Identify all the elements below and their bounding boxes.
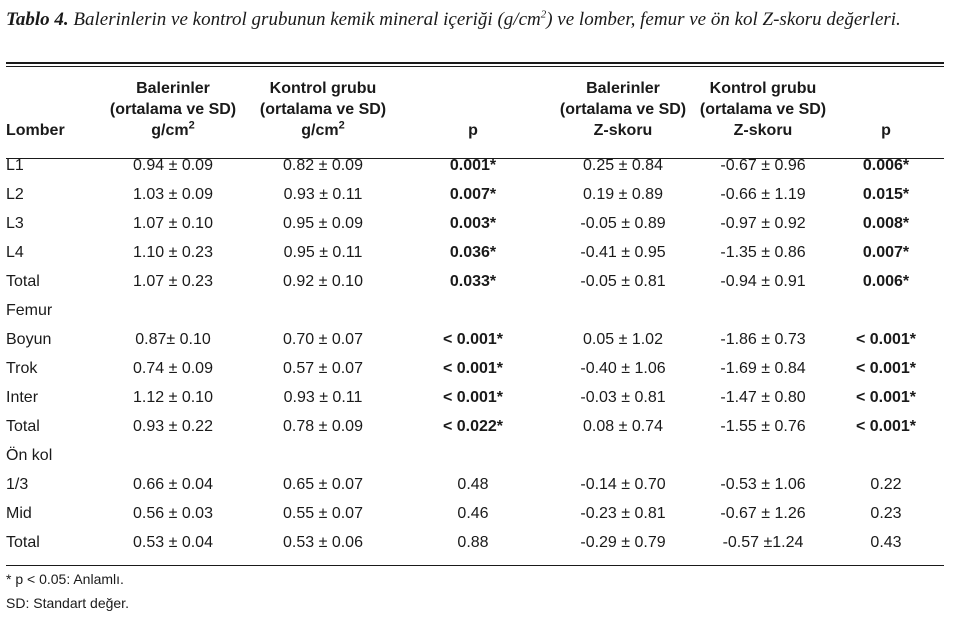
cell-balerinler-z: -0.03 ± 0.81 <box>580 388 666 406</box>
header-p-z: p <box>881 122 891 139</box>
row-label: Total <box>6 272 40 290</box>
table-row <box>6 412 944 441</box>
cell-p-z: < 0.001* <box>855 359 917 377</box>
cell-kontrol-z: -1.55 ± 0.76 <box>720 417 806 435</box>
data-table <box>6 78 944 557</box>
section-label: Femur <box>6 301 53 319</box>
table-row <box>6 180 944 209</box>
row-label: Total <box>6 533 40 551</box>
table-row <box>6 238 944 267</box>
footnote-significance: * p < 0.05: Anlamlı. <box>6 571 124 587</box>
cell-kontrol-bmc: 0.93 ± 0.11 <box>283 185 363 203</box>
table-row <box>6 383 944 412</box>
cell-kontrol-z: -0.67 ± 1.26 <box>720 504 806 522</box>
cell-p-bmc: < 0.001* <box>442 330 504 348</box>
cell-kontrol-bmc: 0.82 ± 0.09 <box>283 156 363 174</box>
cell-balerinler-z: 0.05 ± 1.02 <box>583 330 663 348</box>
table-row <box>6 267 944 296</box>
cell-p-bmc: 0.48 <box>457 475 489 493</box>
table-row <box>6 470 944 499</box>
row-label: L1 <box>6 156 24 174</box>
cell-balerinler-bmc: 0.66 ± 0.04 <box>133 475 213 493</box>
row-label: L2 <box>6 185 24 203</box>
header-line: Kontrol grubu <box>269 80 377 97</box>
cell-p-z: < 0.001* <box>855 330 917 348</box>
header-line: (ortalama ve SD) <box>259 101 387 118</box>
table-row <box>6 209 944 238</box>
cell-kontrol-bmc: 0.93 ± 0.11 <box>283 388 363 406</box>
section-label: Ön kol <box>6 446 53 464</box>
cell-balerinler-z: 0.08 ± 0.74 <box>583 417 663 435</box>
cell-kontrol-bmc: 0.65 ± 0.07 <box>283 475 363 493</box>
header-line: Kontrol grubu <box>709 80 817 97</box>
cell-kontrol-z: -0.97 ± 0.92 <box>720 214 806 232</box>
cell-balerinler-z: -0.14 ± 0.70 <box>580 475 666 493</box>
header-line: Z-skoru <box>733 122 793 139</box>
table-row <box>6 149 944 180</box>
header-line: (ortalama ve SD) <box>559 101 687 118</box>
cell-balerinler-bmc: 0.94 ± 0.09 <box>133 156 213 174</box>
header-p-bmc: p <box>468 122 478 139</box>
cell-balerinler-z: -0.05 ± 0.81 <box>580 272 666 290</box>
header-balerinler-bmc <box>98 78 248 149</box>
section-row <box>6 441 944 470</box>
cell-kontrol-bmc: 0.78 ± 0.09 <box>283 417 363 435</box>
cell-p-bmc: 0.036* <box>449 243 497 261</box>
header-unit-text: g/cm <box>301 122 339 139</box>
cell-kontrol-z: -0.57 ±1.24 <box>722 533 804 551</box>
cell-p-z: < 0.001* <box>855 417 917 435</box>
header-line: Z-skoru <box>593 122 653 139</box>
cell-balerinler-bmc: 1.07 ± 0.10 <box>133 214 213 232</box>
header-unit-sup: 2 <box>338 119 345 132</box>
cell-balerinler-bmc: 1.07 ± 0.23 <box>133 272 213 290</box>
header-kontrol-z <box>698 78 828 149</box>
footnote-sd: SD: Standart değer. <box>6 595 129 611</box>
header-lomber: Lomber <box>6 122 65 139</box>
row-label: Total <box>6 417 40 435</box>
cell-balerinler-bmc: 0.56 ± 0.03 <box>133 504 213 522</box>
cell-balerinler-bmc: 0.74 ± 0.09 <box>133 359 213 377</box>
header-unit <box>98 120 248 141</box>
table-caption <box>6 8 948 32</box>
table-row <box>6 528 944 557</box>
cell-p-z: 0.23 <box>870 504 902 522</box>
row-label: L3 <box>6 214 24 232</box>
cell-p-z: 0.007* <box>862 243 910 261</box>
cell-kontrol-bmc: 0.92 ± 0.10 <box>283 272 363 290</box>
cell-p-bmc: < 0.001* <box>442 388 504 406</box>
caption-superscript: 2 <box>540 8 547 21</box>
cell-p-bmc: < 0.001* <box>442 359 504 377</box>
row-label: Inter <box>6 388 39 406</box>
header-kontrol-bmc <box>248 78 398 149</box>
bottom-rule <box>6 565 944 566</box>
top-rule-secondary <box>6 66 944 67</box>
cell-p-bmc: 0.033* <box>449 272 497 290</box>
table-row <box>6 499 944 528</box>
cell-balerinler-bmc: 0.53 ± 0.04 <box>133 533 213 551</box>
header-unit-sup: 2 <box>188 119 195 132</box>
cell-balerinler-bmc: 0.87± 0.10 <box>135 330 211 348</box>
header-line: (ortalama ve SD) <box>109 101 237 118</box>
header-balerinler-z <box>548 78 698 149</box>
top-rule <box>6 62 944 64</box>
cell-p-bmc: 0.007* <box>449 185 497 203</box>
caption-label: Tablo 4. <box>6 9 69 30</box>
cell-p-bmc: 0.003* <box>449 214 497 232</box>
cell-kontrol-bmc: 0.57 ± 0.07 <box>283 359 363 377</box>
caption-text: Balerinlerin ve kontrol grubunun kemik mineral içeriği (g/cm <box>68 9 541 30</box>
cell-p-bmc: 0.46 <box>457 504 489 522</box>
cell-balerinler-bmc: 1.12 ± 0.10 <box>133 388 213 406</box>
cell-kontrol-z: -1.35 ± 0.86 <box>720 243 806 261</box>
cell-balerinler-z: -0.05 ± 0.89 <box>580 214 666 232</box>
cell-balerinler-z: -0.23 ± 0.81 <box>580 504 666 522</box>
cell-balerinler-bmc: 0.93 ± 0.22 <box>133 417 213 435</box>
header-unit-text: g/cm <box>151 122 189 139</box>
cell-kontrol-bmc: 0.55 ± 0.07 <box>283 504 363 522</box>
cell-p-z: 0.43 <box>870 533 902 551</box>
cell-p-z: 0.008* <box>862 214 910 232</box>
cell-p-bmc: < 0.022* <box>442 417 504 435</box>
cell-p-z: 0.015* <box>862 185 910 203</box>
row-label: Trok <box>6 359 38 377</box>
cell-kontrol-bmc: 0.95 ± 0.11 <box>283 243 363 261</box>
cell-kontrol-z: -0.53 ± 1.06 <box>720 475 806 493</box>
cell-balerinler-z: -0.40 ± 1.06 <box>580 359 666 377</box>
cell-kontrol-z: -0.94 ± 0.91 <box>720 272 806 290</box>
row-label: 1/3 <box>6 475 29 493</box>
header-line: (ortalama ve SD) <box>699 101 827 118</box>
header-line: Balerinler <box>136 80 210 97</box>
cell-balerinler-bmc: 1.10 ± 0.23 <box>133 243 213 261</box>
cell-kontrol-bmc: 0.70 ± 0.07 <box>283 330 363 348</box>
cell-p-bmc: 0.001* <box>449 156 497 174</box>
cell-p-z: 0.006* <box>862 156 910 174</box>
cell-p-z: 0.006* <box>862 272 910 290</box>
table-row <box>6 325 944 354</box>
cell-balerinler-z: 0.25 ± 0.84 <box>583 156 663 174</box>
cell-kontrol-bmc: 0.95 ± 0.09 <box>283 214 363 232</box>
cell-balerinler-z: -0.41 ± 0.95 <box>580 243 666 261</box>
cell-kontrol-z: -0.66 ± 1.19 <box>720 185 806 203</box>
cell-kontrol-z: -0.67 ± 0.96 <box>720 156 806 174</box>
cell-kontrol-z: -1.47 ± 0.80 <box>720 388 806 406</box>
caption-text-end: ) ve lomber, femur ve ön kol Z-skoru değerleri. <box>546 9 901 30</box>
cell-p-z: 0.22 <box>870 475 902 493</box>
row-label: Boyun <box>6 330 52 348</box>
cell-p-bmc: 0.88 <box>457 533 489 551</box>
cell-kontrol-z: -1.69 ± 0.84 <box>720 359 806 377</box>
table-row <box>6 354 944 383</box>
cell-kontrol-z: -1.86 ± 0.73 <box>720 330 806 348</box>
cell-kontrol-bmc: 0.53 ± 0.06 <box>283 533 363 551</box>
cell-balerinler-z: 0.19 ± 0.89 <box>583 185 663 203</box>
header-unit <box>248 120 398 141</box>
cell-balerinler-bmc: 1.03 ± 0.09 <box>133 185 213 203</box>
header-line: Balerinler <box>586 80 660 97</box>
cell-p-z: < 0.001* <box>855 388 917 406</box>
row-label: Mid <box>6 504 32 522</box>
row-label: L4 <box>6 243 24 261</box>
section-row <box>6 296 944 325</box>
cell-balerinler-z: -0.29 ± 0.79 <box>580 533 666 551</box>
header-row <box>6 78 944 149</box>
